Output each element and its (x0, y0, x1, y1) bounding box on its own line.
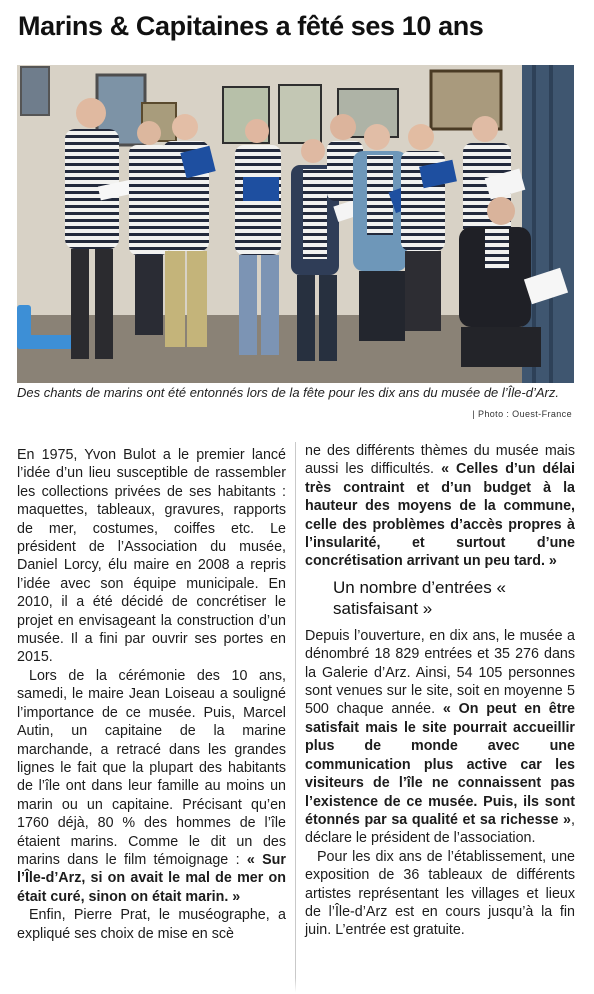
paragraph-text: ne des différents thèmes du musée mais aussi les difficultés. (305, 443, 575, 478)
article-left-column (17, 446, 286, 943)
quote: « On peut en être satisfait mais le site pourrait accueillir plus de monde avec une communication plus active car les visiteurs de l’île ne connaissent pas l’existence de ce musée. Puis, ils sont étonnés par sa qualité et sa richesse » (305, 701, 575, 828)
paragraph (305, 442, 575, 571)
paragraph-text: Depuis l’ouverture, en dix ans, le musée a dénombré 18 829 entrées et 35 276 dans la Galerie d’Arz. Ainsi, 54 105 personnes sont venues sur le site, soit en moyenne 5 500 chaque année. (305, 627, 575, 718)
paragraph (305, 627, 575, 848)
paragraph-text: Lors de la cérémonie des 10 ans, samedi, le maire Jean Loiseau a souligné l’importance de ce musée. Puis, Marcel Autin, un capitaine de la marine marchande, a retracé dans les grandes lignes le fait que la plupart des habitants de l’île ont dans leur famille au moins un marin ou un capitaine. Précisant qu’en 1760 déjà, 80 % des hommes de l’île étaient marins. Comme le dit un des marins dans le film témoignage : (17, 667, 286, 868)
photo-caption: Des chants de marins ont été entonnés lors de la fête pour les dix ans du musée de l’Île-d’Arz. (17, 385, 559, 400)
article-photo (17, 65, 574, 383)
section-subheading: Un nombre d’entrées « satisfaisant » (333, 577, 506, 618)
paragraph: Pour les dix ans de l’établissement, une exposition de 36 tableaux de différents artistes représentant les villages et lieux de l’Île-d’Arz est en cours jusqu’à la fin juin. L’entrée est gratuite. (305, 848, 575, 939)
article-headline: Marins & Capitaines a fêté ses 10 ans (18, 11, 484, 41)
paragraph: En 1975, Yvon Bulot a le premier lancé l’idée d’un lieu susceptible de rassembler les collections privées de ses habitants : maquettes, tableaux, gravures, rapports de mer, costumes, coiffes etc. Le président de l’Association du musée, Daniel Lorcy, élu maire en 2008 a repris l’idée avec son équipe municipale. En 2010, il a été décidé de concrétiser le projet en envisageant la construction d’un musée. Il a fini par ouvrir ses portes en 2015. (17, 447, 286, 666)
column-divider (295, 442, 296, 994)
photo-credit: | Photo : Ouest-France (472, 409, 572, 419)
quote: « Sur l’Île-d’Arz, si on avait le mal de mer on était curé, sinon on était marin. » (17, 851, 286, 905)
paragraph: Enfin, Pierre Prat, le muséographe, a expliqué ses choix de mise en scè (17, 907, 286, 942)
paragraph-text: , déclare le président de l’association. (305, 811, 575, 847)
choir-photo-illustration (17, 65, 574, 383)
page-cutoff (0, 978, 594, 994)
quote: « Celles d’un délai très contraint et d’un budget à la hauteur des moyens de la commune, celle des problèmes d’accès propres à l’insularité, et surtout d’une concrétisation arrivant un peu tard. » (305, 461, 575, 570)
paragraph (17, 667, 286, 906)
article-right-column (305, 442, 575, 940)
